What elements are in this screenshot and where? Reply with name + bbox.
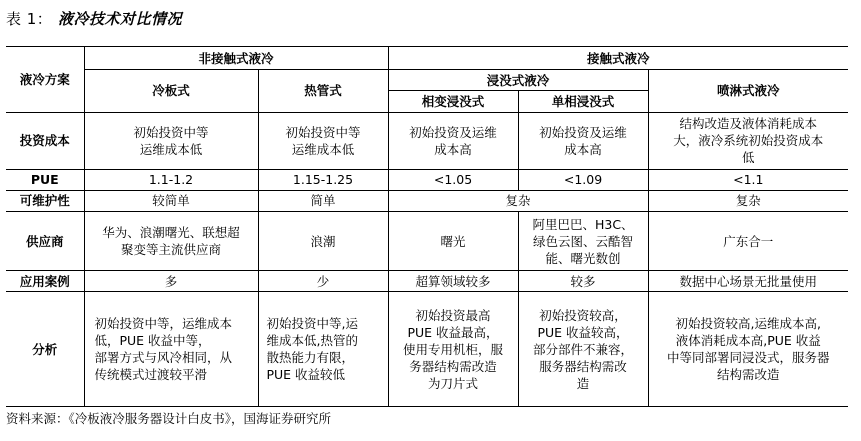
cell-supplier-single-phase: 阿里巴巴、H3C、 绿色云图、云酷智 能、曙光数创 [518,211,648,270]
cell-analysis-cold-plate: 初始投资中等，运维成本 低，PUE 收益中等， 部署方式与风冷相同，从 传统模式过渡较平滑 [84,292,258,406]
row-label-analysis: 分析 [32,341,58,357]
row-label-supplier: 供应商 [6,211,84,270]
cell-pue-phase-change: <1.05 [388,169,518,190]
header-immersion: 浸没式液冷 [388,70,648,91]
cell-maint-cold-plate: 较简单 [84,190,258,211]
cell-cost-single-phase: 初始投资及运维 成本高 [518,112,648,169]
source-note: 资料来源：《冷板液冷服务器设计白皮书》，国海证券研究所 [6,411,332,426]
header-contact: 接触式液冷 [388,47,848,70]
cell-supplier-heat-pipe: 浪潮 [258,211,388,270]
cell-pue-spray: <1.1 [648,169,848,190]
row-label-maintainability: 可维护性 [6,190,84,211]
cell-pue-cold-plate: 1.1-1.2 [84,169,258,190]
cell-cases-phase-change: 超算领域较多 [388,271,518,292]
table-bottom-rule [6,406,848,407]
row-label-cases: 应用案例 [6,271,84,292]
cell-cost-phase-change: 初始投资及运维 成本高 [388,112,518,169]
table-row [6,211,848,270]
table-row [6,112,848,169]
row-label-cost: 投资成本 [6,112,84,169]
table-row [6,271,848,292]
header-phase-change: 相变浸没式 [388,91,518,112]
header-spray: 喷淋式液冷 [648,70,848,112]
cell-maint-heat-pipe: 简单 [258,190,388,211]
cell-analysis-spray: 初始投资较高,运维成本高, 液体消耗成本高,PUE 收益 中等同部署同浸没式，服务器 结构需改造 [648,292,848,406]
header-cold-plate: 冷板式 [84,70,258,112]
cell-cases-single-phase: 较多 [518,271,648,292]
header-plan: 液冷方案 [6,47,84,113]
row-label-pue: PUE [6,169,84,190]
table-row [6,292,848,406]
cell-analysis-heat-pipe: 初始投资中等,运 维成本低,热管的 散热能力有限， PUE 收益较低 [258,292,388,406]
table-row [6,190,848,211]
cell-cases-cold-plate: 多 [84,271,258,292]
table-title-prefix: 表 1： [6,10,53,28]
cell-cost-spray: 结构改造及液体消耗成本 大，液冷系统初始投资成本 低 [648,112,848,169]
cell-maint-spray: 复杂 [648,190,848,211]
cell-maint-immersion: 复杂 [388,190,648,211]
cell-analysis-single-phase: 初始投资较高， PUE 收益较高， 部分部件不兼容， 服务器结构需改 造 [518,292,648,406]
cell-cost-cold-plate: 初始投资中等 运维成本低 [84,112,258,169]
cell-supplier-spray: 广东合一 [648,211,848,270]
cell-cases-spray: 数据中心场景无批量使用 [648,271,848,292]
cell-pue-heat-pipe: 1.15-1.25 [258,169,388,190]
table-title [6,2,182,36]
cell-supplier-cold-plate: 华为、浪潮曙光、联想超 聚变等主流供应商 [84,211,258,270]
cell-pue-single-phase: <1.09 [518,169,648,190]
header-non-contact: 非接触式液冷 [84,47,388,70]
header-single-phase: 单相浸没式 [518,91,648,112]
table-row [6,169,848,190]
cell-cases-heat-pipe: 少 [258,271,388,292]
table-title-text: 液冷技术对比情况 [58,10,183,28]
header-heat-pipe: 热管式 [258,70,388,112]
cell-analysis-phase-change: 初始投资最高 PUE 收益最高， 使用专用机柜，服 务器结构需改造 为刀片式 [388,292,518,406]
cell-cost-heat-pipe: 初始投资中等 运维成本低 [258,112,388,169]
comparison-table [6,46,848,406]
cell-supplier-phase-change: 曙光 [388,211,518,270]
